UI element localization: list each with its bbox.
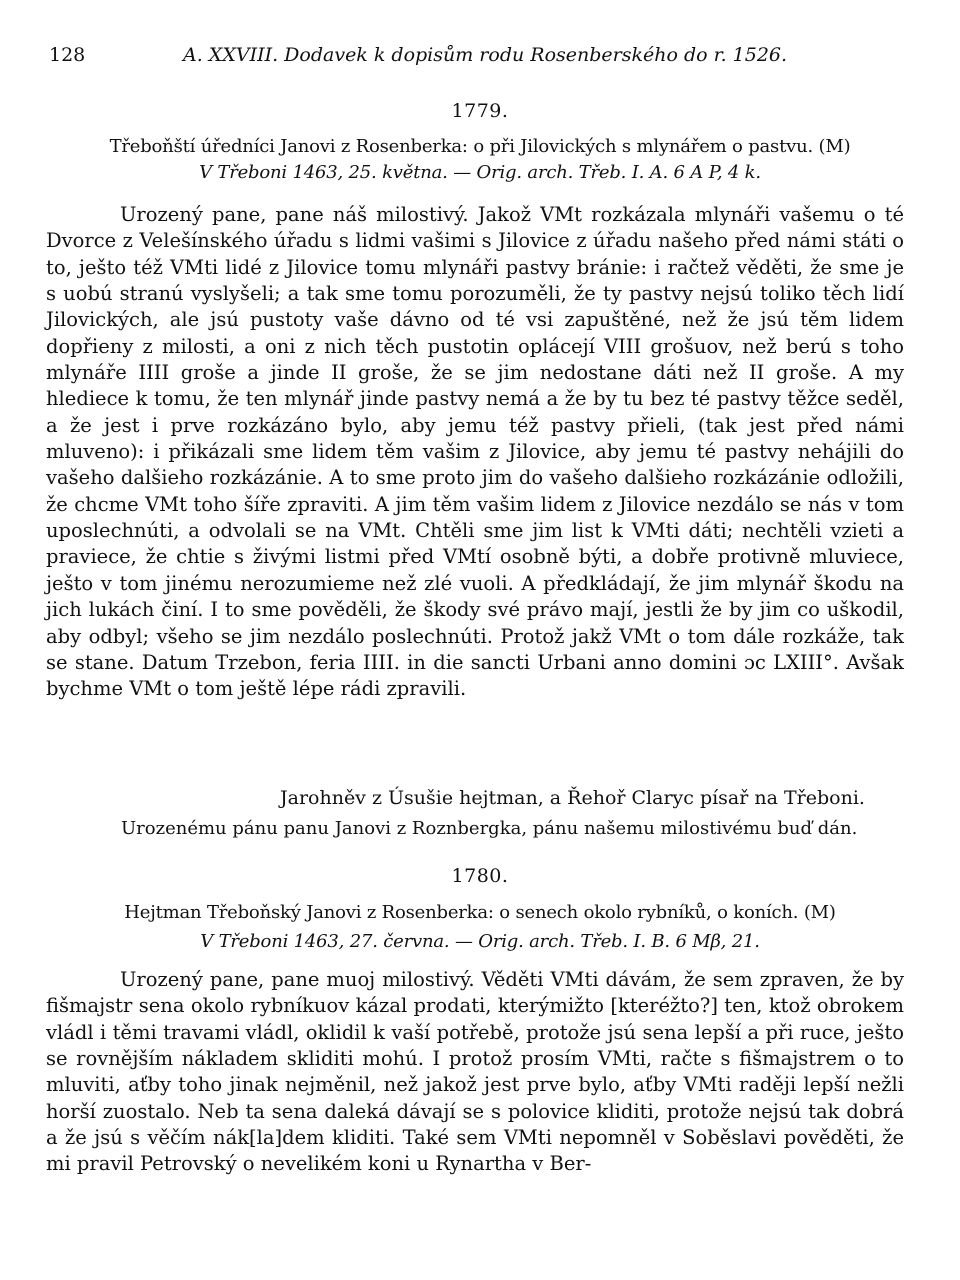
signature: Jarohněv z Úsušie hejtman, a Řehoř Claryc písař na Třeboni.	[280, 787, 865, 809]
document-source: V Třeboni 1463, 25. května. — Orig. arch. Třeb. I. A. 6 A P, 4 k.	[199, 162, 761, 183]
document-number: 1779.	[451, 100, 509, 122]
document-number: 1780.	[451, 865, 509, 887]
document-body	[46, 202, 904, 782]
document-summary: Hejtman Třeboňský Janovi z Rosenberka: o senech okolo rybníků, o koních. (M)	[124, 902, 836, 923]
running-head-title: A. XXVIII. Dodavek k dopisům rodu Rosenberského do r. 1526.	[183, 44, 788, 66]
page-number: 128	[49, 44, 86, 66]
document-source: V Třeboni 1463, 27. června. — Orig. arch. Třeb. I. B. 6 Mβ, 21.	[200, 931, 760, 952]
document-body	[46, 967, 904, 1237]
document-summary: Třeboňští úředníci Janovi z Rosenberka: o při Jilovických s mlynářem o pastvu. (M)	[109, 136, 851, 157]
running-head	[49, 44, 907, 76]
document-text: Urozený pane, pane muoj milostivý. Věděti VMti dávám, že sem zpraven, že by fišmajstr sena okolo rybníkuov kázal prodati, kterýmižto [kteréžto?] ten, ktož obrokem vládl i těmi travami vládl, oklidil k vaší potřebě, protože jsú sena lepší a při ruce, ješto se rovnějším nákladem skliditi mohú. I protož prosím VMti, račte s fišmajstrem o to mluviti, aťby toho jinak nejměnil, než jakož jest prve bylo, aťby VMti raději lepší nežli horší zuostalo. Neb ta sena daleká dávají se s polovice kliditi, protože nejsú tak dobrá a že jsú s věčím nák[la]dem kliditi. Také sem VMti nepomněl v Soběslavi pověděti, že mi pravil Petrovský o nevelikém koni u Rynartha v Ber-	[46, 968, 904, 1176]
document-text: Urozený pane, pane náš milostivý. Jakož VMt rozkázala mlynáři vašemu o té Dvorce z Velešínského úřadu s lidmi vašimi s Jilovice z úřadu našeho před námi státi o to, ješto též VMti lidé z Jilovice tomu mlynáři pastvy bránie: i račtež věděti, že sme je s uobú stranú vyslyšeli; a tak sme tomu porozuměli, že ty pastvy nejsú toliko těch lidí Jilovických, ale jsú pustoty vaše dávno od té vsi zapuštěné, než že jsú těm lidem dopřieny z milosti, a oni z nich těch pustotin oplácejí VIII grošuov, než berú s toho mlynáře IIII groše a jinde II groše, že se jim nedostane dáti než II groše. A my hlediece k tomu, že ten mlynář jinde pastvy nemá a že by tu bez té pastvy těžce seděl, a že jest i prve rozkázáno bylo, aby jemu též pastvy přieli, (tak jest před námi mluveno): i přikázali sme lidem těm vašim z Jilovice, aby jemu té pastvy nehájili do vašeho dalšieho rozkázánie. A to sme proto jim do vašeho dalšieho rozkázánie odložili, že chcme VMt toho šíře zpraviti. A jim těm vašim lidem z Jilovice nezdálo se nás v tom uposlechnúti, a odvolali se na VMt. Chtěli sme jim list k VMti dáti; nechtěli vzieti a praviece, že chtie s živými listmi před VMtí osobně býti, a dobře protivně mluviece, ješto v tom jinému nerozumieme než zlé vuoli. A předkládají, že jim mlynář škodu na jich lukách činí. I to sme pověděli, že škody své právo mají, jestli že by jim co uškodil, aby odbyl; všeho se jim nezdálo poslechnúti. Protož jakž VMt o tom dále rozkáže, tak se stane. Datum Trzebon, feria IIII. in die sancti Urbani anno domini ɔc LXIII°. Avšak bychme VMt o tom ještě lépe rádi zpravili.	[46, 203, 904, 701]
address: Urozenému pánu panu Janovi z Roznbergka, pánu našemu milostivému buď dán.	[121, 818, 858, 839]
